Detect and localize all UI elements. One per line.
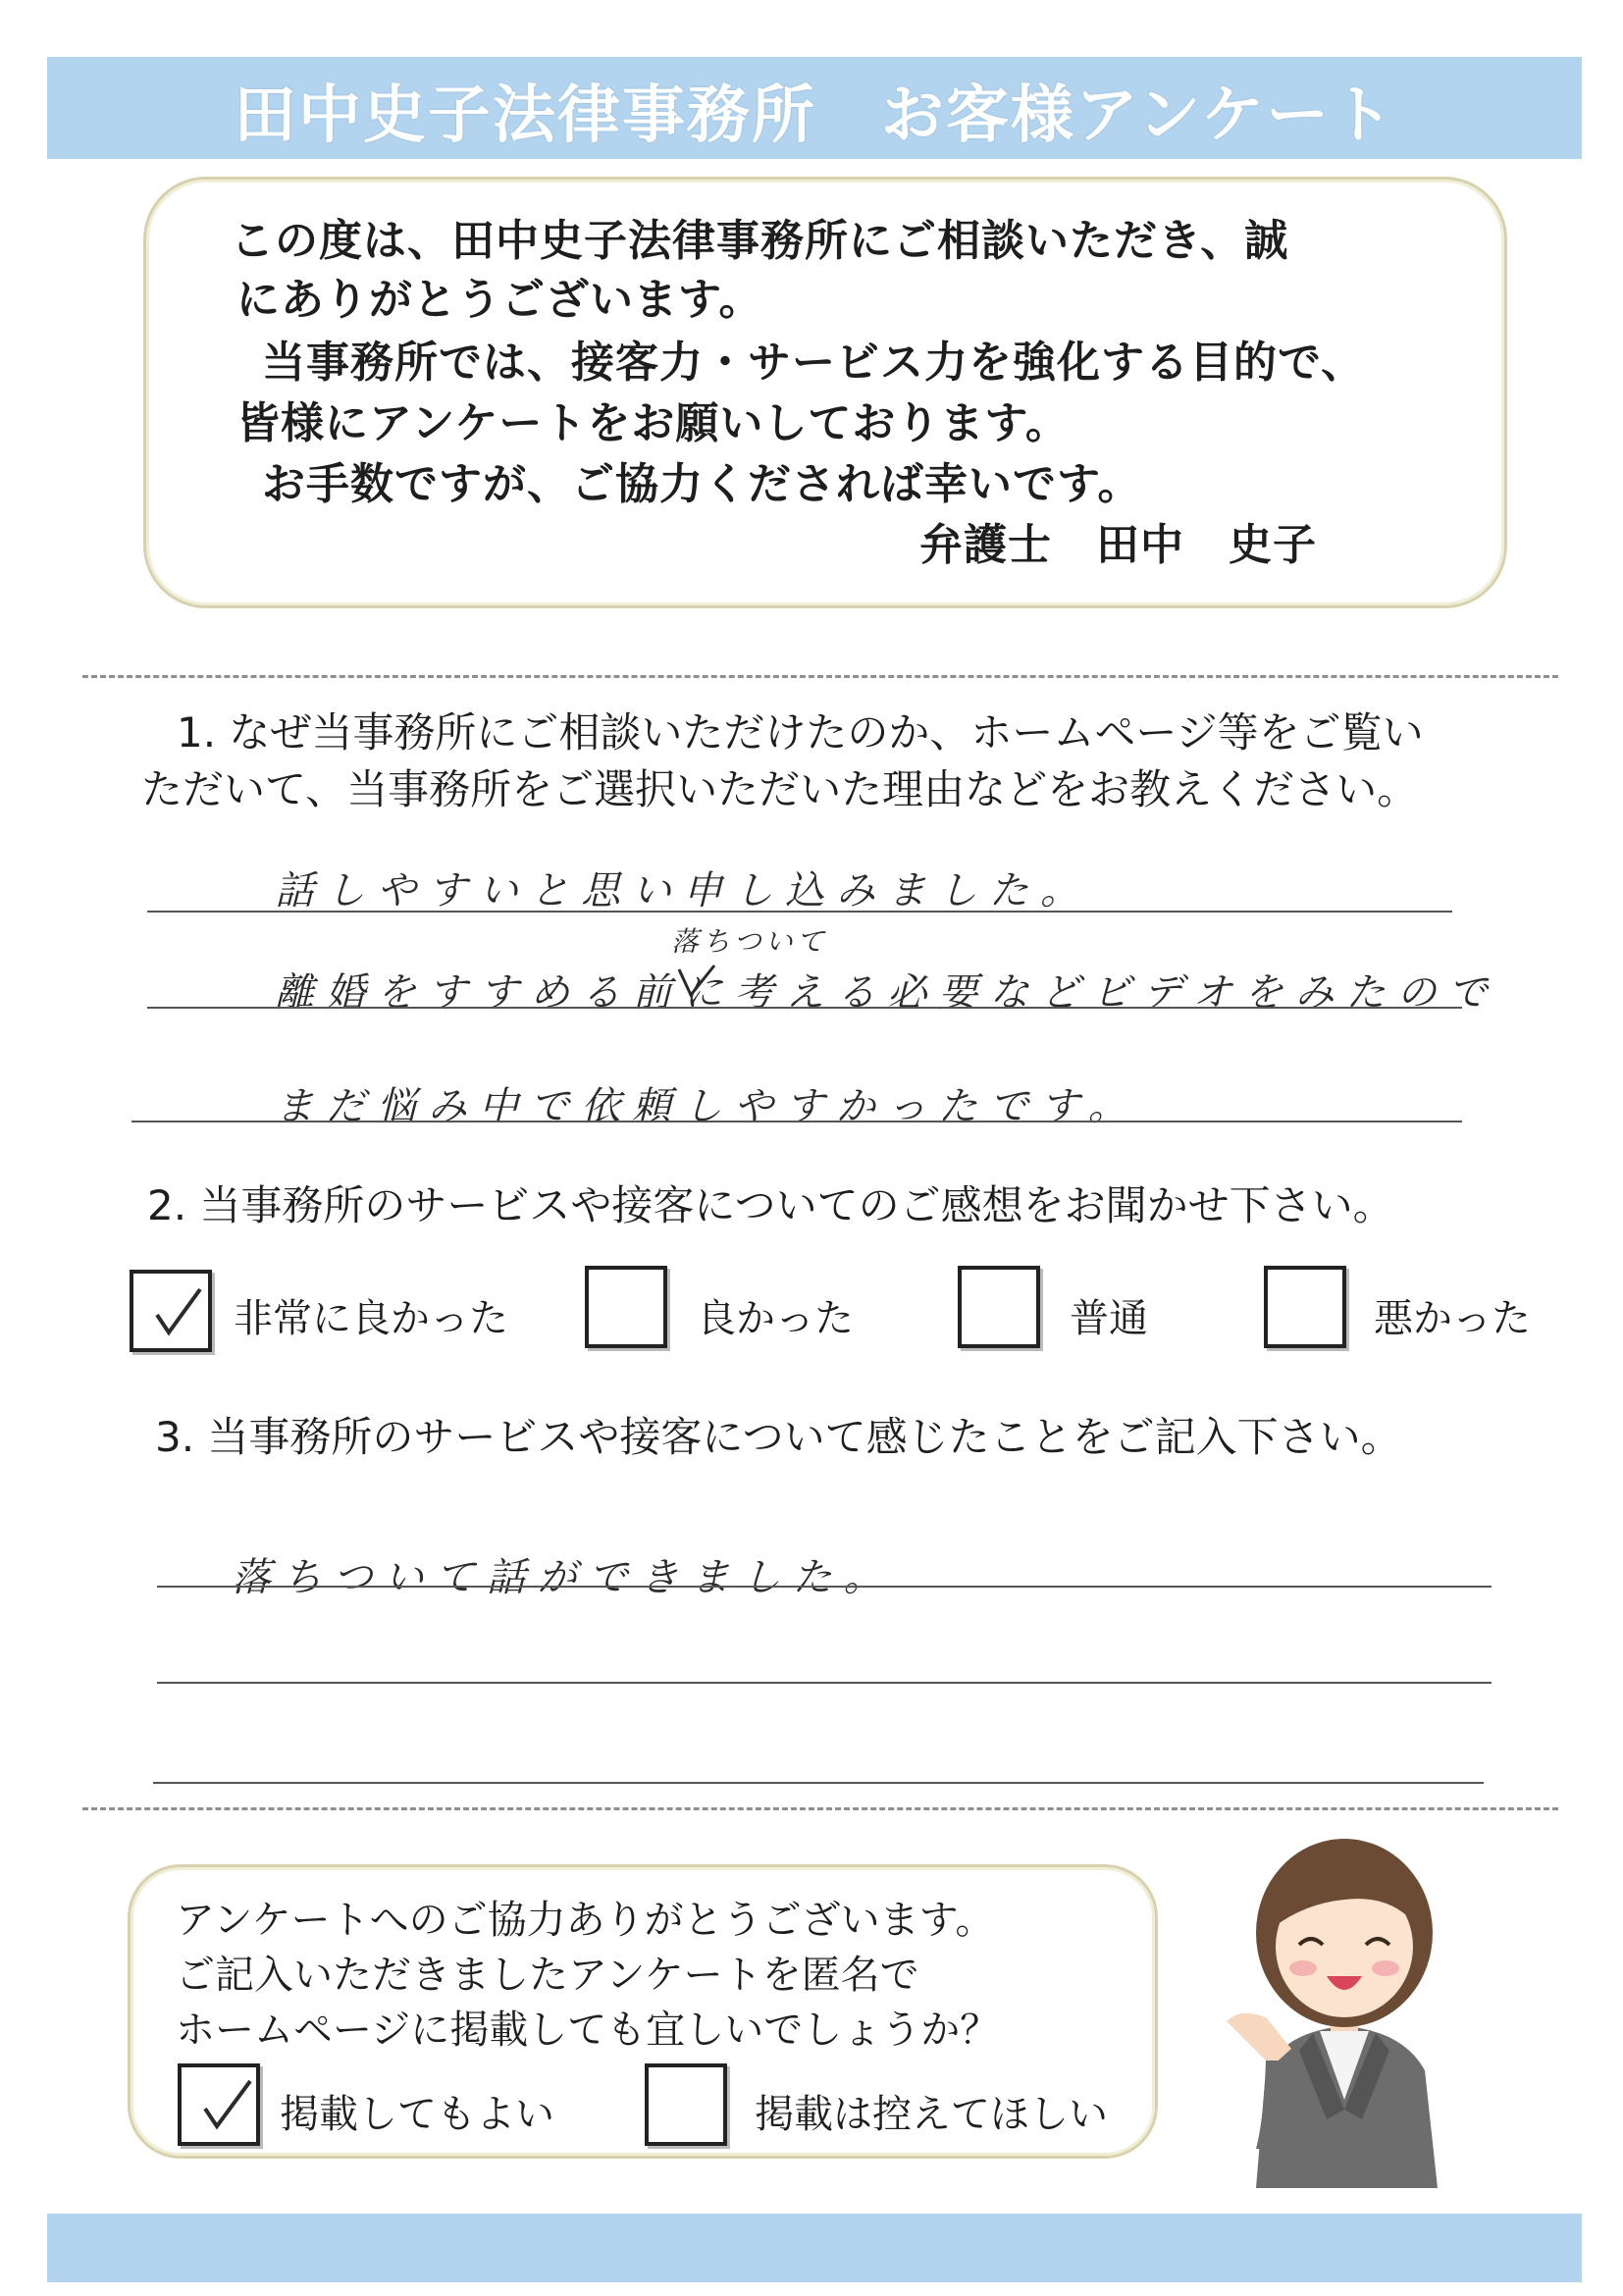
- greeting-line: 皆様にアンケートをお願いしております。: [236, 398, 1070, 448]
- consent-line: アンケートへのご協力ありがとうございます。: [176, 1898, 995, 1943]
- q2-question: 2. 当事務所のサービスや接客についてのご感想をお聞かせ下さい。: [147, 1181, 1394, 1229]
- answer-rule: [153, 1782, 1484, 1784]
- answer-rule: [131, 1121, 1462, 1122]
- title-bar: [47, 57, 1582, 159]
- publish-decline-label: 掲載は控えてほしい: [755, 2092, 1108, 2137]
- rating-checkbox-good[interactable]: [585, 1266, 667, 1348]
- consent-line: ご記入いただきましたアンケートを匿名で: [176, 1953, 919, 1998]
- insertion-caret-icon: [675, 962, 718, 1001]
- signature: 弁護士 田中 史子: [919, 520, 1317, 570]
- rating-label-very-good: 非常に良かった: [234, 1296, 508, 1341]
- q1-answer-line: 離婚をすすめる前に考える必要などビデオをみたので: [275, 970, 1499, 1016]
- greeting-line: この度は、田中史子法律事務所にご相談いただき、誠: [231, 216, 1289, 266]
- consent-box: [128, 1864, 1158, 2159]
- check-mark-icon: [145, 1281, 208, 1344]
- footer-bar: [47, 2214, 1582, 2282]
- publish-decline-checkbox[interactable]: [645, 2063, 727, 2146]
- q1-insertion-text: 落ちついて: [671, 925, 828, 958]
- consent-line: ホームページに掲載しても宜しいでしょうか？: [176, 2008, 1000, 2053]
- section-divider: [82, 1807, 1558, 1810]
- publish-ok-label: 掲載してもよい: [280, 2092, 554, 2137]
- q1-answer-line: 話しやすいと思い申し込みました。: [275, 868, 1091, 913]
- q3-answer-line: 落ちついて話ができました。: [232, 1555, 895, 1600]
- section-divider: [82, 675, 1558, 678]
- rating-label-average: 普通: [1070, 1296, 1148, 1341]
- rating-checkbox-bad[interactable]: [1264, 1266, 1346, 1348]
- answer-rule: [147, 911, 1452, 913]
- publish-ok-checkbox[interactable]: [178, 2063, 260, 2146]
- answer-rule: [157, 1586, 1492, 1588]
- greeting-line: 当事務所では、接客力・サービス力を強化する目的で、: [262, 338, 1366, 388]
- rating-checkbox-average[interactable]: [958, 1266, 1040, 1348]
- rating-label-good: 良かった: [697, 1296, 854, 1341]
- q1-question-line: ただいて、当事務所をご選択いただいた理由などをお教えください。: [141, 765, 1419, 813]
- greeting-line: お手数ですが、ご協力くだされば幸いです。: [262, 459, 1142, 509]
- greeting-box: [143, 177, 1507, 608]
- smiling-staff-woman-icon: [1197, 1825, 1492, 2198]
- check-mark-icon: [193, 2075, 256, 2138]
- rating-label-bad: 悪かった: [1374, 1296, 1531, 1341]
- q1-question-line: 1. なぜ当事務所にご相談いただけたのか、ホームページ等をご覧い: [177, 708, 1424, 757]
- greeting-line: にありがとうございます。: [236, 275, 763, 325]
- page-title: 田中史子法律事務所 お客様アンケート: [233, 79, 1396, 152]
- q3-question: 3. 当事務所のサービスや接客について感じたことをご記入下さい。: [155, 1413, 1402, 1461]
- answer-rule: [157, 1682, 1492, 1684]
- answer-rule: [147, 1007, 1462, 1009]
- q1-answer-line: まだ悩み中で依頼しやすかったです。: [275, 1084, 1139, 1129]
- rating-checkbox-very-good[interactable]: [130, 1270, 212, 1352]
